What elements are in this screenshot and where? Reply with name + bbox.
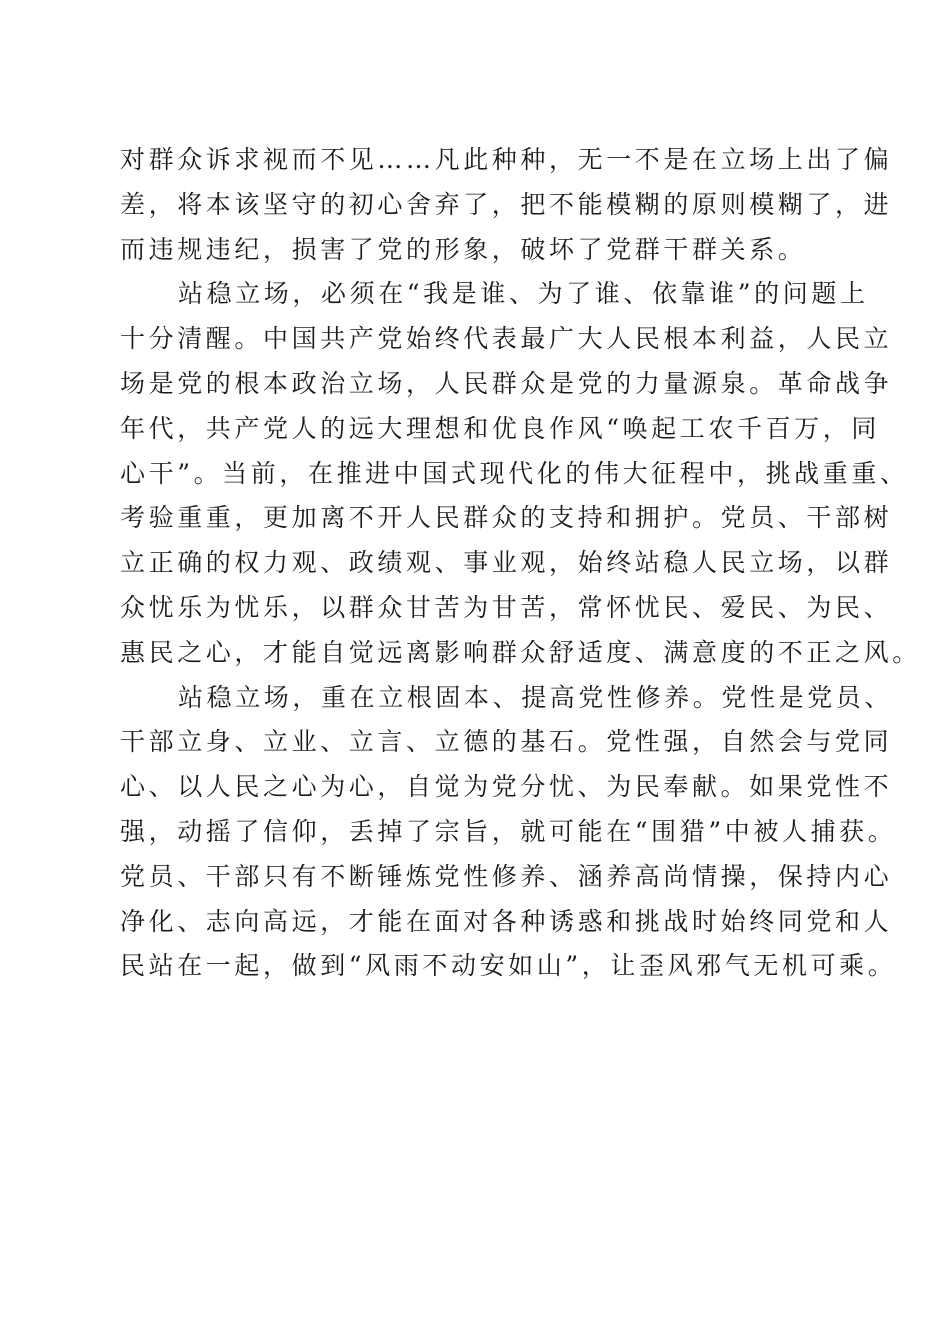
paragraph-2-line-6: 考验重重，更加离不开人民群众的支持和拥护。党员、干部树 xyxy=(120,503,893,533)
paragraph-1-line-2: 差，将本该坚守的初心舍弃了，把不能模糊的原则模糊了，进 xyxy=(120,189,893,219)
paragraph-2-line-2: 十分清醒。中国共产党始终代表最广大人民根本利益，人民立 xyxy=(120,324,893,354)
paragraph-3-line-7: 民站在一起，做到“风雨不动安如山”，让歪风邪气无机可乘。 xyxy=(120,951,897,981)
paragraph-2-line-8: 众忧乐为忧乐，以群众甘苦为甘苦，常怀忧民、爱民、为民、 xyxy=(120,592,893,622)
paragraph-2-line-1: 站稳立场，必须在“我是谁、为了谁、依靠谁”的问题上 xyxy=(178,279,869,309)
paragraph-3-line-2: 干部立身、立业、立言、立德的基石。党性强，自然会与党同 xyxy=(120,727,893,757)
paragraph-1-line-3: 而违规违纪，损害了党的形象，破坏了党群干群关系。 xyxy=(120,234,807,264)
paragraph-3-line-3: 心、以人民之心为心，自觉为党分忧、为民奉献。如果党性不 xyxy=(120,772,893,802)
paragraph-3-line-4: 强，动摇了信仰，丢掉了宗旨，就可能在“围猎”中被人捕获。 xyxy=(120,816,897,846)
paragraph-2-line-5: 心干”。当前，在推进中国式现代化的伟大征程中，挑战重重、 xyxy=(120,458,909,488)
document-body xyxy=(120,138,921,989)
paragraph-1-line-1: 对群众诉求视而不见……凡此种种，无一不是在立场上出了偏 xyxy=(120,145,893,174)
paragraph-3-line-5: 党员、干部只有不断锤炼党性修养、涵养高尚情操，保持内心 xyxy=(120,861,893,891)
paragraph-2-line-3: 场是党的根本政治立场，人民群众是党的力量源泉。革命战争 xyxy=(120,368,893,398)
paragraph-2-line-4: 年代，共产党人的远大理想和优良作风“唤起工农千百万，同 xyxy=(120,413,880,443)
paragraph-3-line-1: 站稳立场，重在立根固本、提高党性修养。党性是党员、 xyxy=(178,682,894,712)
paragraph-2-line-7: 立正确的权力观、政绩观、事业观，始终站稳人民立场，以群 xyxy=(120,548,893,578)
paragraph-3-line-6: 净化、志向高远，才能在面对各种诱惑和挑战时始终同党和人 xyxy=(120,906,893,936)
paragraph-2-line-9: 惠民之心，才能自觉远离影响群众舒适度、满意度的不正之风。 xyxy=(120,637,921,667)
